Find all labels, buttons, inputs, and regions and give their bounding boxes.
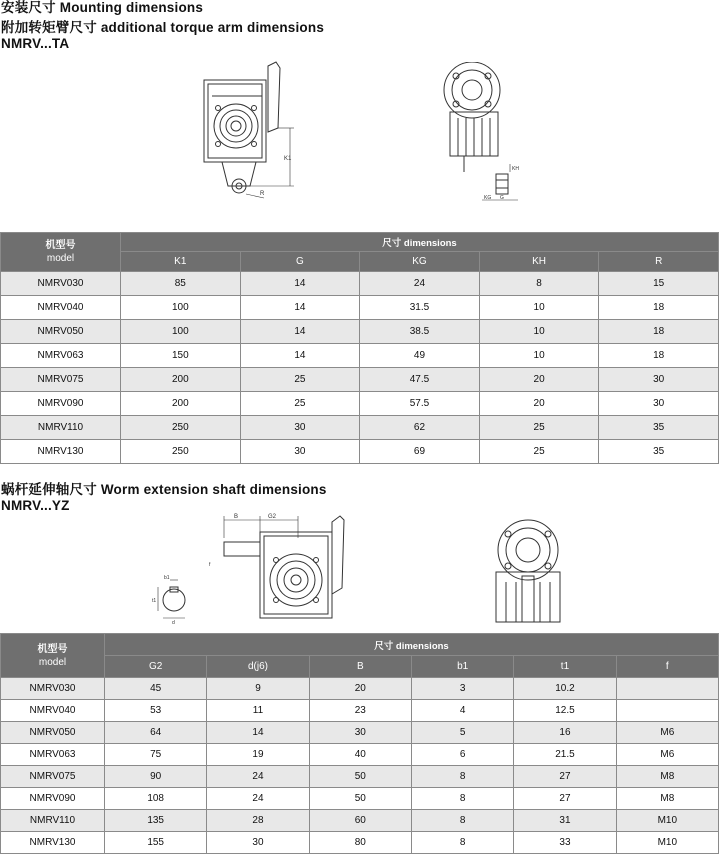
value-cell: 8	[411, 788, 513, 810]
table-row	[1, 744, 719, 766]
table-row	[1, 810, 719, 832]
value-cell: 10.2	[514, 678, 616, 700]
worm-shaft-side-drawing	[484, 516, 574, 632]
value-cell: 200	[121, 368, 241, 392]
value-cell: 30	[309, 722, 411, 744]
value-cell: 100	[121, 296, 241, 320]
value-cell: M10	[616, 832, 718, 854]
value-cell: M6	[616, 722, 718, 744]
value-cell: 8	[411, 832, 513, 854]
value-cell: 30	[599, 392, 719, 416]
value-cell: 60	[309, 810, 411, 832]
value-cell: 108	[105, 788, 207, 810]
value-cell: 62	[360, 416, 480, 440]
value-cell: 27	[514, 766, 616, 788]
value-cell: 200	[121, 392, 241, 416]
value-cell: 18	[599, 296, 719, 320]
model-cell: NMRV040	[1, 700, 105, 722]
value-cell: 16	[514, 722, 616, 744]
value-cell: 14	[207, 722, 309, 744]
model-cell: NMRV063	[1, 744, 105, 766]
value-cell: 21.5	[514, 744, 616, 766]
shaft-key-section-drawing	[152, 574, 192, 626]
value-cell: 30	[240, 440, 360, 464]
value-cell: 35	[599, 440, 719, 464]
column-header: R	[599, 252, 719, 272]
value-cell: 80	[309, 832, 411, 854]
value-cell: 47.5	[360, 368, 480, 392]
value-cell: 14	[240, 320, 360, 344]
value-cell: 25	[479, 416, 599, 440]
value-cell: 135	[105, 810, 207, 832]
value-cell: 14	[240, 296, 360, 320]
value-cell: 20	[479, 392, 599, 416]
table-row	[1, 296, 719, 320]
model-cell: NMRV130	[1, 440, 121, 464]
value-cell: 30	[240, 416, 360, 440]
model-header: 机型号 model	[1, 233, 121, 272]
value-cell: 20	[309, 678, 411, 700]
model-cell: NMRV030	[1, 272, 121, 296]
kg-label: KG	[484, 195, 492, 201]
model-cell: NMRV075	[1, 368, 121, 392]
value-cell: 250	[121, 440, 241, 464]
column-header: K1	[121, 252, 241, 272]
value-cell: 50	[309, 788, 411, 810]
value-cell: 75	[105, 744, 207, 766]
table-row	[1, 272, 719, 296]
table-row	[1, 440, 719, 464]
value-cell: 18	[599, 344, 719, 368]
model-cell: NMRV110	[1, 416, 121, 440]
value-cell: 10	[479, 344, 599, 368]
value-cell: M6	[616, 744, 718, 766]
dimensions-group-header: 尺寸 dimensions	[121, 233, 719, 252]
value-cell: 11	[207, 700, 309, 722]
column-header: f	[616, 656, 718, 678]
section2-series: NMRV...YZ	[1, 498, 70, 513]
column-header: G	[240, 252, 360, 272]
value-cell: M8	[616, 788, 718, 810]
column-header: G2	[105, 656, 207, 678]
value-cell: 10	[479, 320, 599, 344]
value-cell: 49	[360, 344, 480, 368]
b-label: B	[234, 514, 239, 520]
value-cell: 100	[121, 320, 241, 344]
value-cell: 3	[411, 678, 513, 700]
torque-arm-front-drawing	[198, 58, 298, 203]
value-cell: 69	[360, 440, 480, 464]
value-cell: 8	[411, 766, 513, 788]
section1-subtitle: 附加转矩臂尺寸 additional torque arm dimensions	[1, 20, 325, 35]
section2-title: 蜗杆延伸轴尺寸 Worm extension shaft dimensions	[1, 482, 327, 497]
table-row	[1, 392, 719, 416]
table-row	[1, 788, 719, 810]
value-cell: 64	[105, 722, 207, 744]
r-label: R	[260, 191, 265, 197]
value-cell: 28	[207, 810, 309, 832]
kh-label: KH	[512, 166, 519, 172]
value-cell: 24	[207, 766, 309, 788]
table-row	[1, 766, 719, 788]
b1-label: b1	[164, 575, 170, 581]
value-cell: 18	[599, 320, 719, 344]
section1-title: 安装尺寸 Mounting dimensions	[1, 0, 204, 15]
model-cell: NMRV090	[1, 788, 105, 810]
value-cell: 24	[207, 788, 309, 810]
value-cell: 8	[479, 272, 599, 296]
value-cell: 25	[240, 368, 360, 392]
table-row	[1, 700, 719, 722]
value-cell: 85	[121, 272, 241, 296]
table-row	[1, 722, 719, 744]
value-cell: 5	[411, 722, 513, 744]
g-label: G	[500, 195, 504, 201]
value-cell: 40	[309, 744, 411, 766]
model-cell: NMRV050	[1, 722, 105, 744]
column-header: b1	[411, 656, 513, 678]
value-cell: M8	[616, 766, 718, 788]
value-cell: 35	[599, 416, 719, 440]
f-label: f	[209, 562, 211, 568]
value-cell: 31	[514, 810, 616, 832]
value-cell: 15	[599, 272, 719, 296]
column-header: t1	[514, 656, 616, 678]
value-cell: 33	[514, 832, 616, 854]
value-cell: 20	[479, 368, 599, 392]
value-cell: 14	[240, 272, 360, 296]
value-cell	[616, 678, 718, 700]
value-cell: 23	[309, 700, 411, 722]
value-cell: 24	[360, 272, 480, 296]
value-cell: 4	[411, 700, 513, 722]
model-cell: NMRV030	[1, 678, 105, 700]
model-cell: NMRV063	[1, 344, 121, 368]
model-header: 机型号 model	[1, 634, 105, 678]
value-cell: 6	[411, 744, 513, 766]
dimensions-group-header: 尺寸 dimensions	[105, 634, 719, 656]
table-row	[1, 832, 719, 854]
torque-arm-dimensions-table	[0, 232, 719, 464]
model-cell: NMRV075	[1, 766, 105, 788]
model-cell: NMRV090	[1, 392, 121, 416]
value-cell: 45	[105, 678, 207, 700]
value-cell: 10	[479, 296, 599, 320]
value-cell: 250	[121, 416, 241, 440]
worm-shaft-dimensions-table	[0, 633, 719, 854]
model-cell: NMRV050	[1, 320, 121, 344]
value-cell: 14	[240, 344, 360, 368]
table-row	[1, 368, 719, 392]
value-cell	[616, 700, 718, 722]
value-cell: 12.5	[514, 700, 616, 722]
value-cell: 53	[105, 700, 207, 722]
value-cell: 9	[207, 678, 309, 700]
worm-shaft-front-drawing	[206, 508, 346, 628]
value-cell: M10	[616, 810, 718, 832]
d-label: d	[172, 620, 175, 626]
value-cell: 27	[514, 788, 616, 810]
t1-label: t1	[152, 598, 157, 604]
model-cell: NMRV040	[1, 296, 121, 320]
model-cell: NMRV130	[1, 832, 105, 854]
value-cell: 25	[479, 440, 599, 464]
table-row	[1, 416, 719, 440]
k1-label: K1	[284, 156, 292, 162]
column-header: KH	[479, 252, 599, 272]
value-cell: 31.5	[360, 296, 480, 320]
value-cell: 30	[207, 832, 309, 854]
table-row	[1, 678, 719, 700]
table-row	[1, 320, 719, 344]
table-row	[1, 344, 719, 368]
column-header: B	[309, 656, 411, 678]
value-cell: 90	[105, 766, 207, 788]
value-cell: 150	[121, 344, 241, 368]
value-cell: 30	[599, 368, 719, 392]
column-header: KG	[360, 252, 480, 272]
value-cell: 8	[411, 810, 513, 832]
value-cell: 38.5	[360, 320, 480, 344]
value-cell: 50	[309, 766, 411, 788]
column-header: d(j6)	[207, 656, 309, 678]
g2-label: G2	[268, 514, 277, 520]
value-cell: 155	[105, 832, 207, 854]
value-cell: 25	[240, 392, 360, 416]
model-cell: NMRV110	[1, 810, 105, 832]
torque-arm-side-drawing	[436, 62, 528, 207]
value-cell: 57.5	[360, 392, 480, 416]
section1-series: NMRV...TA	[1, 36, 70, 51]
value-cell: 19	[207, 744, 309, 766]
